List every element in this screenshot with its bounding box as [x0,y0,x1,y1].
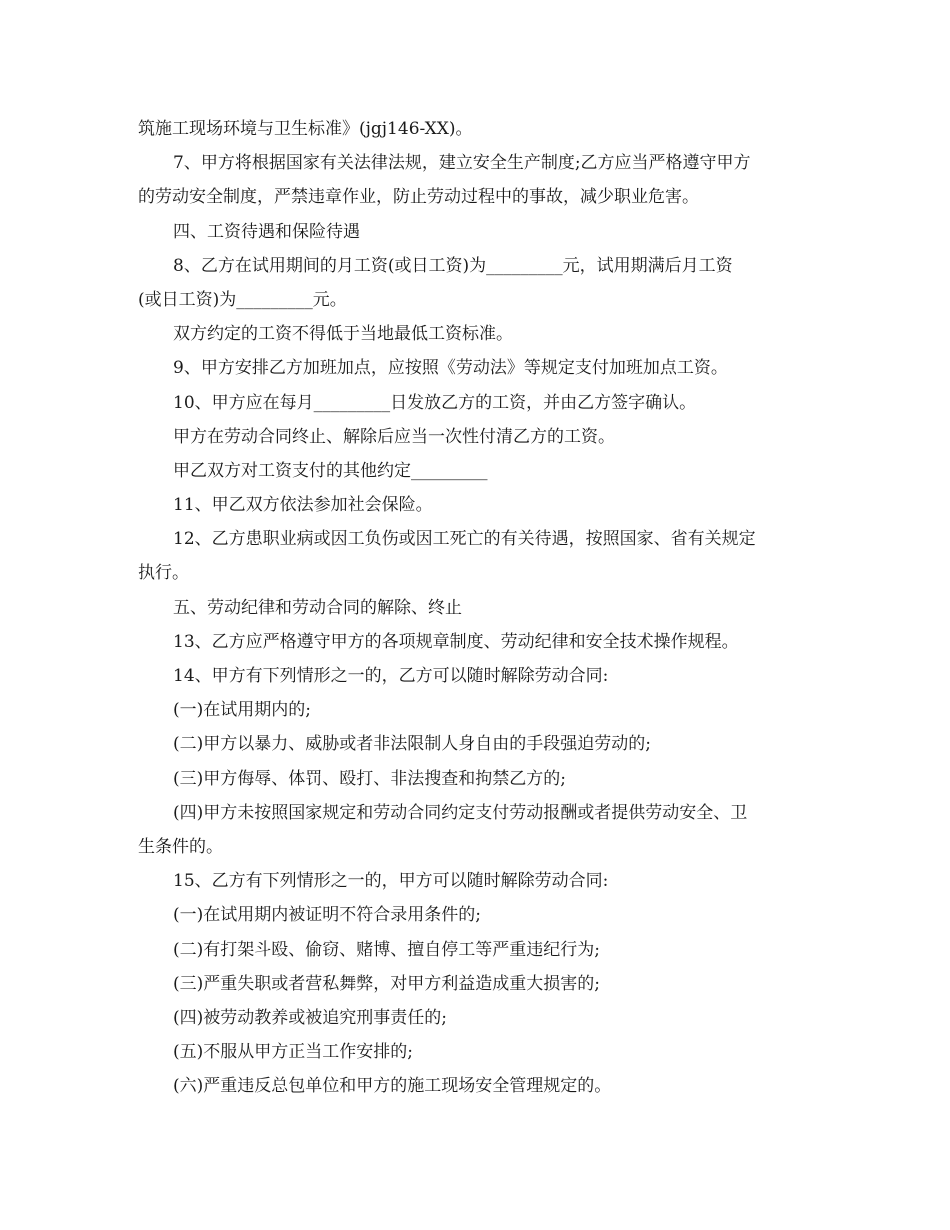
list-item: (四)被劳动教养或被追究刑事责任的; [173,1007,447,1028]
text-line: (或日工资)为_________元。 [138,289,347,310]
list-item: (四)甲方未按照国家规定和劳动合同约定支付劳动报酬或者提供劳动安全、卫 [173,802,748,823]
text-line: 甲乙双方对工资支付的其他约定_________ [173,460,488,481]
text-line: 执行。 [138,563,189,584]
text-line: 14、甲方有下列情形之一的，乙方可以随时解除劳动合同: [173,666,609,686]
list-item: (一)在试用期内被证明不符合录用条件的; [173,905,481,926]
list-item: 生条件的。 [138,836,223,857]
text-line: 10、甲方应在每月_________日发放乙方的工资，并由乙方签字确认。 [173,392,697,413]
list-item: (六)严重违反总包单位和甲方的施工现场安全管理规定的。 [173,1076,612,1097]
list-item: (三)甲方侮辱、体罚、殴打、非法搜查和拘禁乙方的; [173,768,566,789]
list-item: (二)有打架斗殴、偷窃、赌博、擅自停工等严重违纪行为; [173,939,600,960]
text-line: 筑施工现场环境与卫生标准》(jgj146-XX)。 [138,119,473,139]
text-line: 13、乙方应严格遵守甲方的各项规章制度、劳动纪律和安全技术操作规程。 [173,631,739,652]
list-item: (三)严重失职或者营私舞弊，对甲方利益造成重大损害的; [173,973,600,994]
text-line: 11、甲乙双方依法参加社会保险。 [173,495,433,516]
text-line: 12、乙方患职业病或因工负伤或因工死亡的有关待遇，按照国家、省有关规定 [173,529,756,550]
text-line: 8、乙方在试用期间的月工资(或日工资)为_________元，试用期满后月工资 [173,255,733,276]
text-line: 15、乙方有下列情形之一的，甲方可以随时解除劳动合同: [173,871,609,892]
document-body [138,112,818,1103]
text-line: 7、甲方将根据国家有关法律法规，建立安全生产制度;乙方应当严格遵守甲方 [173,153,751,174]
list-item: (二)甲方以暴力、威胁或者非法限制人身自由的手段强迫劳动的; [173,734,651,755]
section-heading: 五、劳动纪律和劳动合同的解除、终止 [173,597,462,618]
text-line: 9、甲方安排乙方加班加点，应按照《劳动法》等规定支付加班加点工资。 [173,358,728,379]
text-line: 双方约定的工资不得低于当地最低工资标准。 [173,324,513,345]
section-heading: 四、工资待遇和保险待遇 [173,221,360,242]
text-line: 的劳动安全制度，严禁违章作业，防止劳动过程中的事故，减少职业危害。 [138,187,699,208]
list-item: (五)不服从甲方正当工作安排的; [173,1042,413,1063]
list-item: (一)在试用期内的; [173,700,311,721]
text-line: 甲方在劳动合同终止、解除后应当一次性付清乙方的工资。 [173,426,615,447]
